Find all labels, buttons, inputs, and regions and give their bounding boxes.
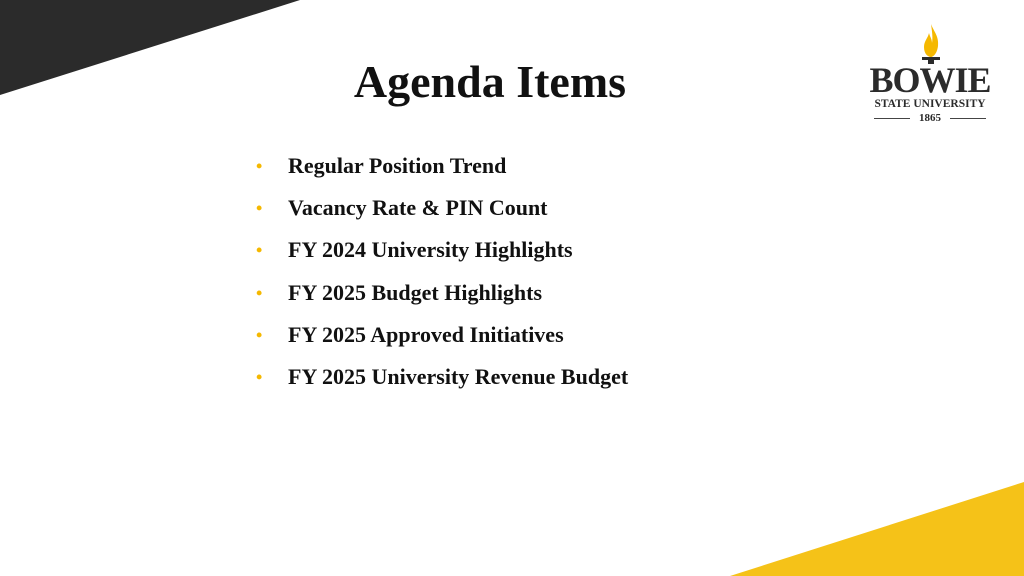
agenda-item — [256, 148, 628, 190]
agenda-item-label: Vacancy Rate & PIN Count — [288, 195, 548, 221]
university-logo — [866, 22, 994, 126]
agenda-item — [256, 275, 628, 317]
agenda-item-label: FY 2024 University Highlights — [288, 237, 573, 263]
agenda-item-label: FY 2025 University Revenue Budget — [288, 363, 629, 389]
bullet-icon: • — [256, 366, 263, 387]
bullet-icon: • — [256, 198, 263, 219]
agenda-item-label: FY 2025 Budget Highlights — [288, 279, 543, 305]
logo-wordmark: BOWIE — [869, 60, 991, 100]
bullet-icon: • — [256, 324, 263, 345]
logo-year: 1865 — [919, 112, 941, 124]
flame-icon — [920, 24, 942, 64]
bullet-icon: • — [256, 240, 263, 261]
logo-subtitle: STATE UNIVERSITY — [874, 98, 986, 110]
bullet-icon: • — [256, 156, 263, 176]
agenda-item — [256, 317, 628, 359]
agenda-item — [256, 359, 628, 401]
agenda-item-label: FY 2025 Approved Initiatives — [288, 321, 564, 347]
agenda-item — [256, 232, 628, 274]
logo-rule-right — [950, 118, 986, 119]
agenda-item — [256, 190, 628, 232]
bullet-icon: • — [256, 282, 263, 303]
agenda-item-label: Regular Position Trend — [288, 153, 507, 178]
slide-title: Agenda Items — [353, 56, 627, 107]
agenda-list — [256, 148, 628, 401]
